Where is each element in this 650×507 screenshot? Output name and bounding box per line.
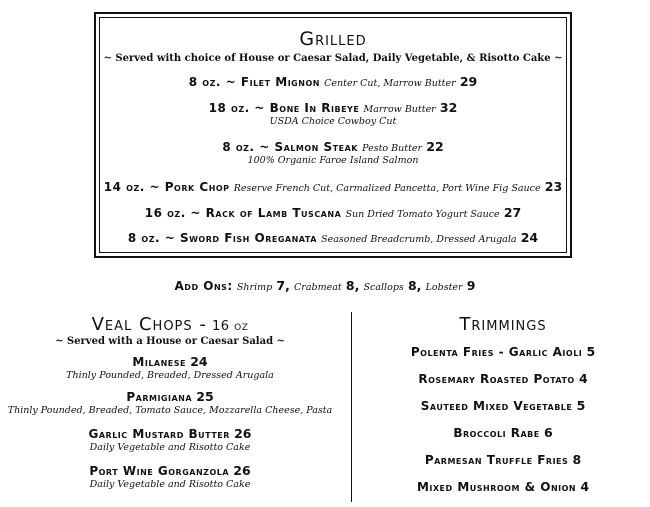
item-name: Broccoli Rabe xyxy=(453,426,540,440)
grilled-item xyxy=(96,179,570,194)
item-size: 14 oz. ~ xyxy=(103,180,165,194)
item-note: USDA Choice Cowboy Cut xyxy=(269,116,397,127)
trimmings-section xyxy=(356,314,650,507)
veal-item xyxy=(0,426,340,441)
item-price: 24 xyxy=(190,354,208,369)
veal-item xyxy=(0,389,340,404)
grilled-item xyxy=(96,74,570,89)
item-name: Bone In Ribeye xyxy=(269,101,360,115)
add-on-name: Scallops xyxy=(363,282,404,293)
item-size: 8 oz. ~ xyxy=(222,140,275,154)
column-divider xyxy=(351,312,352,502)
item-desc: Center Cut, Marrow Butter xyxy=(324,78,456,89)
item-desc: Seasoned Breadcrumb, Dressed Arugala xyxy=(321,234,517,245)
add-on-price: 8, xyxy=(345,278,360,293)
add-on-price: 9 xyxy=(466,278,476,293)
trimming-item xyxy=(356,344,650,359)
item-desc: Daily Vegetable and Risotto Cake xyxy=(89,442,251,453)
veal-title: Veal Chops - xyxy=(91,314,207,335)
veal-size: 16 oz xyxy=(211,319,249,334)
add-on-price: 8, xyxy=(407,278,422,293)
item-name: Port Wine Gorganzola xyxy=(89,464,230,478)
trimming-item xyxy=(356,452,650,467)
add-on-name: Crabmeat xyxy=(294,282,342,293)
grilled-subtitle: ~ Served with choice of House or Caesar Salad, Daily Vegetable, & Risotto Cake ~ xyxy=(103,53,563,64)
veal-chops-section xyxy=(0,314,340,507)
veal-item xyxy=(0,354,340,369)
trimmings-title: Trimmings xyxy=(459,314,547,335)
item-name: Parmigiana xyxy=(126,390,193,404)
item-name: Sauteed Mixed Vegetable xyxy=(420,399,573,413)
grilled-item xyxy=(96,100,570,115)
item-name: Filet Mignon xyxy=(240,75,320,89)
item-note: 100% Organic Faroe Island Salmon xyxy=(247,155,419,166)
item-price: 24 xyxy=(520,230,539,245)
item-price: 26 xyxy=(233,463,251,478)
item-desc: Sun Dried Tomato Yogurt Sauce xyxy=(345,209,500,220)
item-name: Mixed Mushroom & Onion xyxy=(416,480,577,494)
grilled-item xyxy=(96,139,570,154)
item-price: 23 xyxy=(544,179,563,194)
item-price: 4 xyxy=(580,479,590,494)
veal-item xyxy=(0,463,340,478)
add-ons-label: Add Ons: xyxy=(174,279,233,293)
item-desc: Daily Vegetable and Risotto Cake xyxy=(89,479,251,490)
item-desc: Thinly Pounded, Breaded, Dressed Arugala xyxy=(66,370,274,381)
item-size: 8 oz. ~ xyxy=(188,75,241,89)
item-name: Garlic Mustard Butter xyxy=(88,427,230,441)
grilled-section xyxy=(94,12,572,258)
item-price: 26 xyxy=(234,426,252,441)
add-on-name: Shrimp xyxy=(236,282,273,293)
item-size: 16 oz. ~ xyxy=(144,206,206,220)
item-name: Polenta Fries - Garlic Aioli xyxy=(410,345,583,359)
item-price: 5 xyxy=(586,344,596,359)
add-on-price: 7, xyxy=(276,278,290,293)
item-price: 25 xyxy=(196,389,214,404)
item-desc: Reserve French Cut, Carmalized Pancetta, Port Wine Fig Sauce xyxy=(233,183,541,194)
item-price: 32 xyxy=(439,100,458,115)
trimming-item xyxy=(356,479,650,494)
grilled-item xyxy=(96,205,570,220)
add-ons-line xyxy=(0,278,650,293)
item-name: Salmon Steak xyxy=(274,140,358,154)
item-name: Rack of Lamb Tuscana xyxy=(205,206,342,220)
trimming-item xyxy=(356,371,650,386)
item-name: Sword Fish Oreganata xyxy=(179,231,317,245)
item-desc: Marrow Butter xyxy=(363,104,436,115)
trimming-item xyxy=(356,398,650,413)
grilled-title: Grilled xyxy=(299,28,367,50)
trimming-item xyxy=(356,425,650,440)
item-name: Rosemary Roasted Potato xyxy=(418,372,575,386)
item-price: 8 xyxy=(572,452,582,467)
item-name: Parmesan Truffle Fries xyxy=(424,453,569,467)
item-desc: Pesto Butter xyxy=(362,143,423,154)
item-price: 29 xyxy=(459,74,478,89)
item-size: 18 oz. ~ xyxy=(208,101,270,115)
item-size: 8 oz. ~ xyxy=(127,231,180,245)
grilled-item xyxy=(96,230,570,245)
item-price: 4 xyxy=(578,371,588,386)
veal-title-line xyxy=(0,314,340,335)
item-name: Pork Chop xyxy=(164,180,230,194)
item-name: Milanese xyxy=(132,355,186,369)
item-price: 22 xyxy=(426,139,444,154)
veal-subtitle: ~ Served with a House or Caesar Salad ~ xyxy=(55,336,285,347)
add-on-name: Lobster xyxy=(425,282,463,293)
item-price: 6 xyxy=(543,425,553,440)
item-price: 27 xyxy=(503,205,522,220)
item-price: 5 xyxy=(576,398,586,413)
item-desc: Thinly Pounded, Breaded, Tomato Sauce, Mozzarella Cheese, Pasta xyxy=(7,405,333,416)
